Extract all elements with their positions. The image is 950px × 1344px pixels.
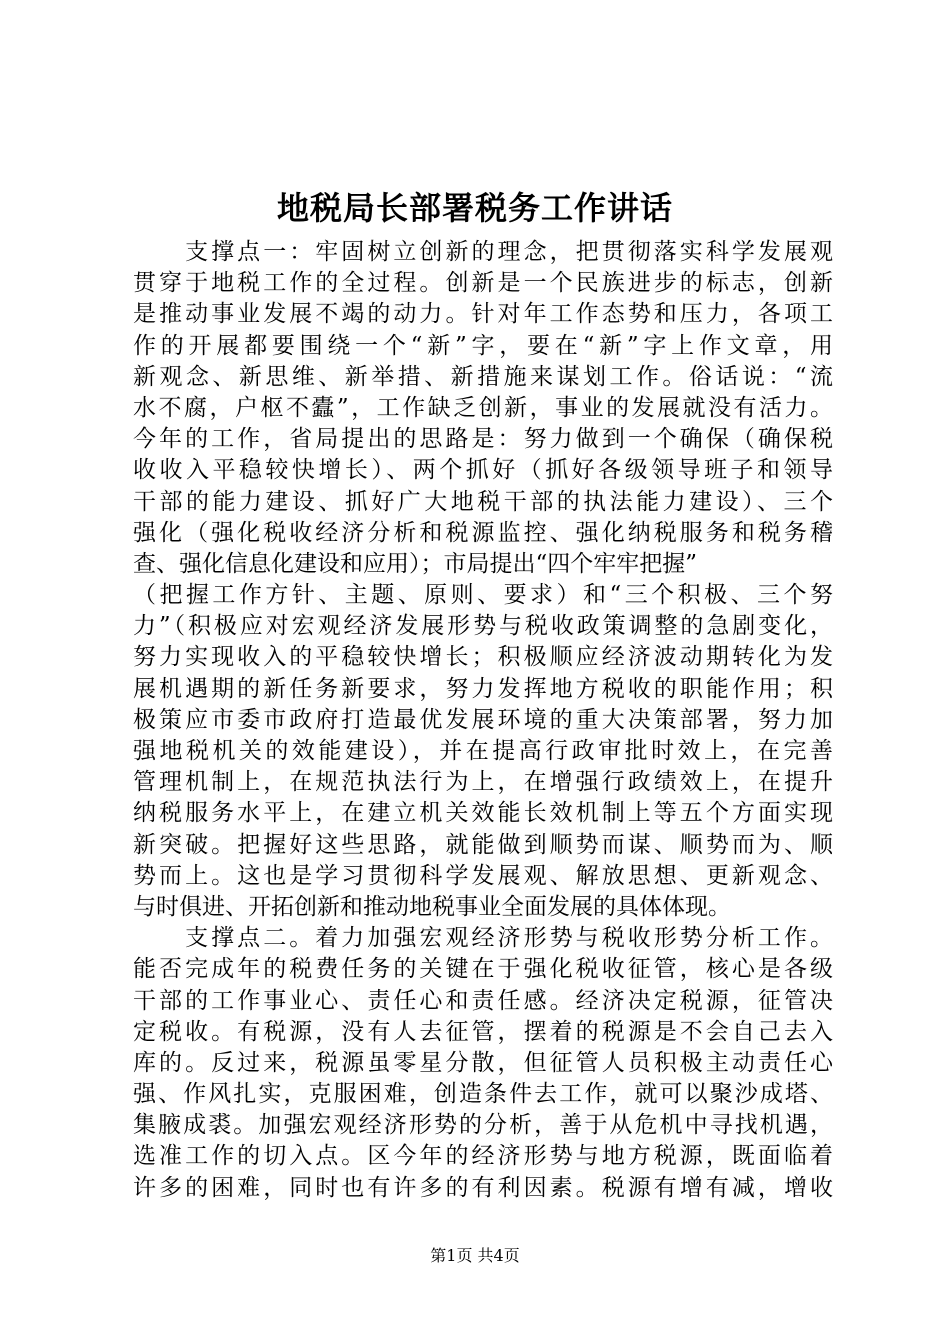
- body-line: 管理机制上，在规范执法行为上，在增强行政绩效上，在提升: [133, 769, 833, 796]
- body-line: 极策应市委市政府打造最优发展环境的重大决策部署，努力加: [133, 706, 833, 733]
- body-line: 选准工作的切入点。区今年的经济形势与地方税源，既面临着: [133, 1143, 833, 1170]
- body-line: 干部的能力建设、抓好广大地税干部的执法能力建设）、三个: [133, 488, 833, 515]
- body-line: 作的开展都要围绕一个“新”字，要在“新”字上作文章，用: [133, 332, 833, 359]
- body-line: 能否完成年的税费任务的关键在于强化税收征管，核心是各级: [133, 956, 833, 983]
- body-line: 许多的困难，同时也有许多的有利因素。税源有增有减，增收: [133, 1174, 833, 1201]
- body-line: 水不腐，户枢不蠹”，工作缺乏创新，事业的发展就没有活力。: [133, 394, 833, 421]
- body-line: 定税收。有税源，没有人去征管，摆着的税源是不会自己去入: [133, 1018, 833, 1045]
- body-line: 纳税服务水平上，在建立机关效能长效机制上等五个方面实现: [133, 800, 833, 827]
- body-line: 新观念、新思维、新举措、新措施来谋划工作。俗话说：“流: [133, 363, 833, 390]
- body-line: 支撑点二。着力加强宏观经济形势与税收形势分析工作。: [133, 925, 833, 952]
- body-line: 强化（强化税收经济分析和税源监控、强化纳税服务和税务稽: [133, 519, 833, 546]
- body-line: 强、作风扎实，克服困难，创造条件去工作，就可以聚沙成塔、: [133, 1081, 833, 1108]
- body-line: 干部的工作事业心、责任心和责任感。经济决定税源，征管决: [133, 987, 833, 1014]
- document-body: [133, 237, 833, 1204]
- body-line: 是推动事业发展不竭的动力。针对年工作态势和压力，各项工: [133, 301, 833, 328]
- body-line: 支撑点一：牢固树立创新的理念，把贯彻落实科学发展观: [133, 239, 833, 265]
- body-line: 库的。反过来，税源虽零星分散，但征管人员积极主动责任心: [133, 1049, 833, 1076]
- body-line: 力”（积极应对宏观经济发展形势与税收政策调整的急剧变化，: [133, 613, 833, 640]
- body-line: 势而上。这也是学习贯彻科学发展观、解放思想、更新观念、: [133, 862, 833, 889]
- body-line: 展机遇期的新任务新要求，努力发挥地方税收的职能作用；积: [133, 675, 833, 702]
- body-line: 集腋成裘。加强宏观经济形势的分析，善于从危机中寻找机遇，: [133, 1112, 833, 1139]
- page-footer: 第1页 共4页: [430, 1246, 520, 1265]
- body-line: （把握工作方针、主题、原则、要求）和“三个积极、三个努: [133, 582, 833, 609]
- body-line: 努力实现收入的平稳较快增长；积极顺应经济波动期转化为发: [133, 644, 833, 671]
- body-line: 今年的工作，省局提出的思路是：努力做到一个确保（确保税: [133, 426, 833, 453]
- body-line: 与时俱进、开拓创新和推动地税事业全面发展的具体体现。: [133, 893, 731, 920]
- body-line: 收收入平稳较快增长）、两个抓好（抓好各级领导班子和领导: [133, 457, 833, 484]
- body-line: 新突破。把握好这些思路，就能做到顺势而谋、顺势而为、顺: [133, 831, 833, 858]
- body-line: 贯穿于地税工作的全过程。创新是一个民族进步的标志，创新: [133, 270, 833, 297]
- body-line: 强地税机关的效能建设），并在提高行政审批时效上，在完善: [133, 738, 833, 764]
- document-title: 地税局长部署税务工作讲话: [276, 189, 673, 227]
- body-line: 查、强化信息化建设和应用）；市局提出“四个牢牢把握”: [133, 550, 698, 577]
